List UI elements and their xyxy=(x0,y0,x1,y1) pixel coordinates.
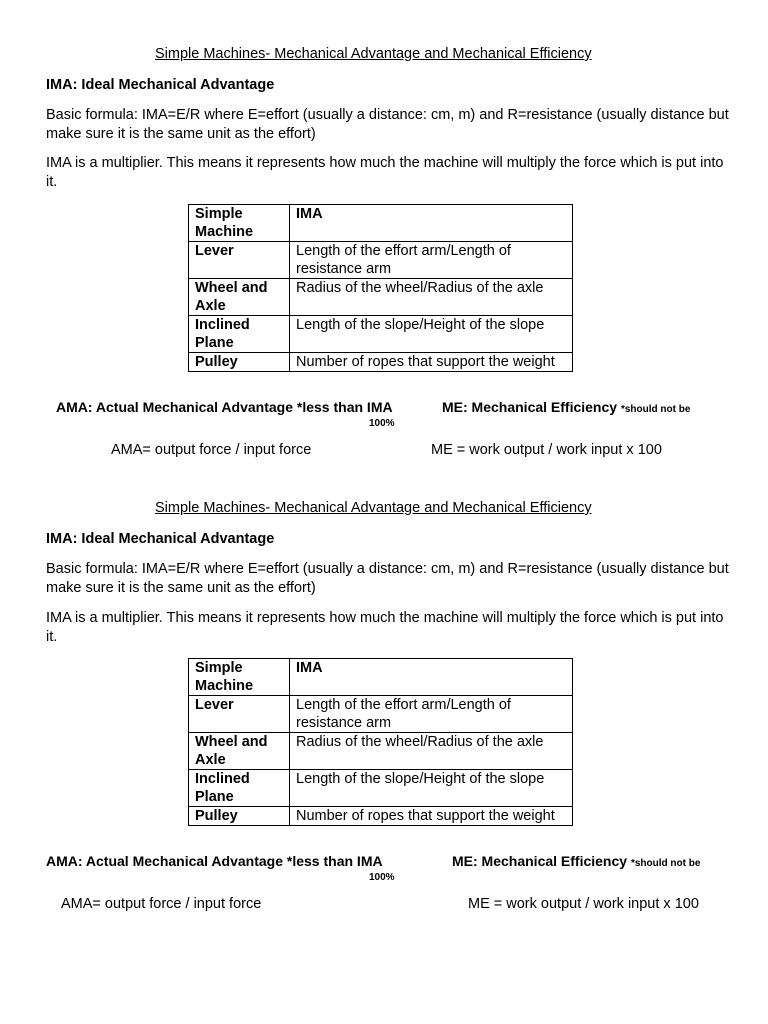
basic-formula-text: Basic formula: IMA=E/R where E=effort (usually a distance: cm, m) and R=resistance (usually distance but make sure it is the same unit as the effort) xyxy=(46,561,729,596)
table-row xyxy=(189,242,573,279)
ama-heading: AMA: Actual Mechanical Advantage *less than IMA xyxy=(46,853,383,869)
ima-table xyxy=(188,658,573,826)
table-cell: Radius of the wheel/Radius of the axle xyxy=(290,279,573,316)
table-cell: Length of the slope/Height of the slope xyxy=(290,770,573,807)
ama-formula: AMA= output force / input force xyxy=(61,896,262,912)
table-cell: Radius of the wheel/Radius of the axle xyxy=(290,733,573,770)
multiplier-text: IMA is a multiplier. This means it represents how much the machine will multiply the force which is put into it. xyxy=(46,155,724,190)
table-header-row xyxy=(189,659,573,696)
table-cell: Length of the effort arm/Length of resistance arm xyxy=(290,242,573,279)
table-header-cell: IMA xyxy=(290,205,573,242)
table-row xyxy=(189,733,573,770)
me-heading-text: ME: Mechanical Efficiency xyxy=(452,853,628,869)
table-row xyxy=(189,696,573,733)
ama-heading: AMA: Actual Mechanical Advantage *less than IMA xyxy=(56,399,393,415)
table-header-cell: IMA xyxy=(290,659,573,696)
table-cell: Pulley xyxy=(189,353,290,372)
me-heading xyxy=(452,853,700,869)
table-cell: Lever xyxy=(189,242,290,279)
table-cell: Inclined Plane xyxy=(189,316,290,353)
table-cell: Wheel and Axle xyxy=(189,279,290,316)
me-formula: ME = work output / work input x 100 xyxy=(468,896,699,912)
page-title: Simple Machines- Mechanical Advantage and Mechanical Efficiency xyxy=(155,500,592,516)
ima-heading: IMA: Ideal Mechanical Advantage xyxy=(46,531,275,547)
ama-formula: AMA= output force / input force xyxy=(111,442,312,458)
table-cell: Number of ropes that support the weight xyxy=(290,353,573,372)
me-note: *should not be xyxy=(630,858,701,869)
table-header-row xyxy=(189,205,573,242)
table-cell: Length of the effort arm/Length of resistance arm xyxy=(290,696,573,733)
me-heading xyxy=(442,399,690,415)
me-heading-text: ME: Mechanical Efficiency xyxy=(442,399,618,415)
me-formula: ME = work output / work input x 100 xyxy=(431,442,662,458)
multiplier-text: IMA is a multiplier. This means it represents how much the machine will multiply the force which is put into it. xyxy=(46,610,724,645)
table-row xyxy=(189,770,573,807)
table-cell: Length of the slope/Height of the slope xyxy=(290,316,573,353)
basic-formula-text: Basic formula: IMA=E/R where E=effort (usually a distance: cm, m) and R=resistance (usually distance but make sure it is the same unit as the effort) xyxy=(46,107,729,142)
table-row xyxy=(189,807,573,826)
table-header-cell: Simple Machine xyxy=(189,659,290,696)
ima-table xyxy=(188,204,573,372)
me-note: *should not be xyxy=(620,404,691,415)
percent-note: 100% xyxy=(369,418,395,429)
table-cell: Lever xyxy=(189,696,290,733)
table-cell: Wheel and Axle xyxy=(189,733,290,770)
page-title: Simple Machines- Mechanical Advantage and Mechanical Efficiency xyxy=(155,46,592,62)
percent-note: 100% xyxy=(369,872,395,883)
table-cell: Number of ropes that support the weight xyxy=(290,807,573,826)
ima-heading: IMA: Ideal Mechanical Advantage xyxy=(46,77,275,93)
table-row xyxy=(189,279,573,316)
table-cell: Inclined Plane xyxy=(189,770,290,807)
table-row xyxy=(189,353,573,372)
table-cell: Pulley xyxy=(189,807,290,826)
table-header-cell: Simple Machine xyxy=(189,205,290,242)
table-row xyxy=(189,316,573,353)
